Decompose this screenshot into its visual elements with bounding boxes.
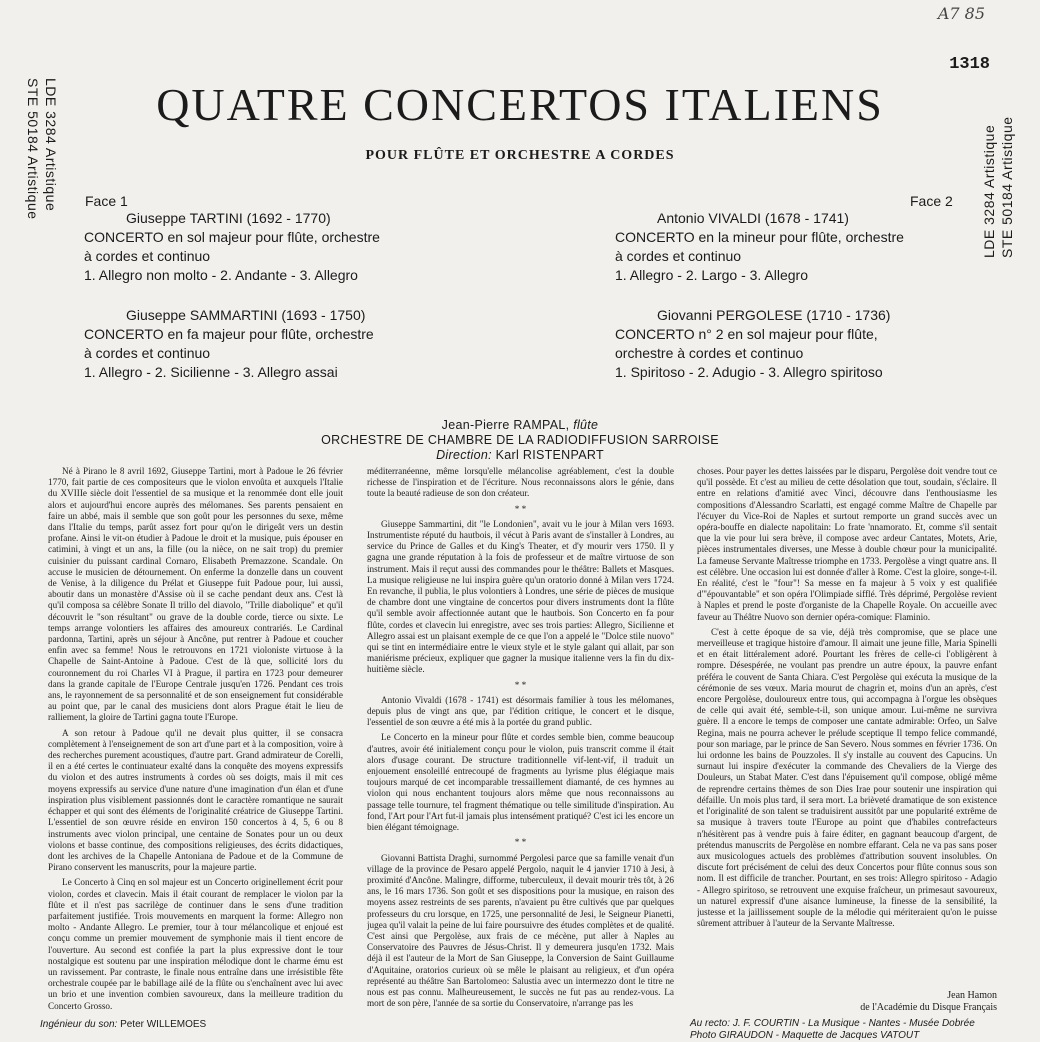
soloist-name: Jean-Pierre RAMPAL, [441,418,570,432]
movements: 1. Spiritoso - 2. Adugio - 3. Allegro spiritoso [615,364,883,380]
liner-notes-column-1 [48,466,343,1011]
work-title-cont: à cordes et continuo [615,248,742,264]
sound-engineer-label: Ingénieur du son: [40,1019,118,1030]
direction-line [0,448,1040,463]
author-affiliation: de l'Académie du Disque Français [860,1002,997,1013]
soloist-role: flûte [573,418,599,432]
face2-label: Face 2 [910,193,953,209]
cover-credits [690,1018,1030,1042]
work-title-cont: orchestre à cordes et continuo [615,345,804,361]
work-title: CONCERTO en sol majeur pour flûte, orchestre [84,229,380,245]
paragraph: Le Concerto à Cinq en sol majeur est un Concerto originellement écrit pour violon, cordes et clavecin. Mais il était courant de remplacer le violon par la flûte et il n'est pas sacrilège de continuer dans le sens d'une tradition parfaitement justifiée. Trois mouvements en marquent la forme: Allegro non molto - Andante Allegro. Le premier, tour à tour mélancolique et enjoué est conçu comme un premier mouvement de symphonie mais il tient encore de l'ouverture. Au second est confiée la part la plus expressive dont le tour nostalgique est soutenu par une inspiration mélodique dont le charme ému est un ravissement. Par contraste, le finale nous entraîne dans une irrésistible fête orchestrale coupée par le babillage ailé de la flûte ou s'enchaînent avec lui avec un brio et une invention combien savoureux, dans la meilleure tradition du Concerto Grosso. [48,877,343,1011]
handwritten-note: A7 85 [937,4,985,23]
conductor-name: Karl RISTENPART [495,448,604,462]
paragraph: A son retour à Padoue qu'il ne devait plus quitter, il se consacra complètement à l'enseignement de son art d'une part et à la composition, voire à des recherches purement acoustiques, d'autre part. Grand admirateur de Corelli, il en a été certes le continuateur exalté dans la conquête des moyens expressifs du violon et des autres instruments à cordes où ses doigts, mais il mit ces moyens expressifs au service d'une nature d'une imagination d'un élan et d'une inspiration plus visiblement passionnés dont le caractère romantique ne saurait échapper et qui sont des éléments de l'originalité créatrice de Giuseppe Tartini. L'essentiel de son œuvre réside en environ 150 concertos à 4, 5, 6 ou 8 instruments avec violon principal, une centaine de Sonates pour un ou deux violons et basse continue, des compositions religieuses, des écrits didactiques, dont les archives de la Chapelle Antoniana de Padoue et de la Commune de Pirano conservent les manuscrits, pour la majeure partie. [48,727,343,873]
cover-art-text: J. F. COURTIN - La Musique - Nantes - Musée Dobrée [732,1018,975,1029]
catalog-number: 1318 [949,55,990,74]
paragraph: Né à Pirano le 8 avril 1692, Giuseppe Tartini, mort à Padoue le 26 février 1770, fait partie de ces compositeurs que le violon envoûta et auxquels l'Italie du XVIIIe siècle doit l'essentiel de sa musique et la renommée dont elle jouit alors et aujourd'hui encore auprès des mélomanes. Ses parents pensaient en faire un abbé, mais il semble que son goût pour les personnes du sexe, même dans l'Italie du temps, parût assez fort pour qu'on le dirigeât vers un destin profane. Ainsi le vit-on étudier à Padoue le droit et la musique, puis épouser en catimini, à vingt et un ans, la fille (ou la nièce, on ne sait trop) du premier cuisinier du puissant cardinal Cornaro, Elisabeth Premazzone. Scandale. On accuse le musicien de détournement. On enferme la donzelle dans un couvent de Venise, à la diligence du Prélat et Giuseppe fuit Padoue pour, lui aussi, aboutir dans un monastère d'Assise où il se cache pendant deux ans. C'est là qu'il composa sa célèbre Sonate Il trillo del diavolo, "Trille diabolique" et qu'il découvrit le "son résultant" ou grave de la double corde, tierce ou sixte. Le temps arrange volontiers les affaires des amoureux contrariés. Le Cardinal pardonna, Tartini, après un séjour à Ancône, put rentrer à Padoue et coucher enfin avec sa femme! Nous le retrouvons en 1721 violoniste virtuose à la Chapelle de Saint-Antoine à Padoue. C'est de là que, sollicité lors du couronnement du roi Charles VI à Prague, il partira en 1723 pour demeurer dans la grande capitale de l'Europe Centrale jusqu'en 1726. Pendant ces trois ans, le rayonnement de sa personnalité et de son enseignement fut considérable au point que, par le canal des musiciens dont alors Prague était le lieu de ralliement, la gloire de Tartini gagna toute l'Europe. [48,466,343,723]
paragraph: Le Concerto en la mineur pour flûte et cordes semble bien, comme beaucoup d'autres, avoir été initialement conçu pour le violon, puis transcrit comme il était alors d'usage courant. De structure traditionnelle vif-lent-vif, il traduit un enjouement ensoleillé entrecoupé de fragments au lyrisme plus élégiaque mais toujours marqué de cet incomparable tressaillement diamanté, de ces hymnes au violon qui nous enchantent toujours alors même que nous reconnaissons au passage telle tournure, tel fragment thématique ou telle similitude d'inspiration. Au fond, l'Art pour l'Art fut-il jamais plus intensément pratiqué? C'est ici les encore un bien élégant témoignage. [367,732,674,833]
photo-label: Photo [690,1030,717,1041]
liner-notes-column-3 [697,466,997,966]
direction-label: Direction: [436,448,492,462]
work-title-cont: à cordes et continuo [84,345,211,361]
face1-work-2 [84,306,524,382]
performers-credits [0,418,1040,463]
work-title: CONCERTO n° 2 en sol majeur pour flûte, [615,326,878,342]
paragraph: C'est à cette époque de sa vie, déjà très compromise, que se place une merveilleuse et tragique histoire d'amour. Il aimait une jeune fille, Maria Spinelli et en était littéralement adoré. Pourtant les frères de celle-ci l'obligèrent à rompre. Désespérée, ne voulant pas prendre un autre époux, la pauvre enfant préféra le couvent de Santa Chiara. C'est Pergolèse qui exécuta la musique de la cérémonie de ses vœux. Maria mourut de chagrin et, moins d'un an après, c'est encore Pergolèse, douloureux entre tous, qui accompagna à l'orgue les obsèques de celle qui avait été, semble-t-il, son unique amour. Lui-même ne survivra guère. Il a encore le temps de composer une cantate admirable: Orfeo, un Salve Regina, mais ne pourra achever le prélude sceptique Il tempo felice commandé, pour son mariage, par le prince de San Severo. Nous sommes en février 1736. On lui ordonne les bains de Pouzzoles. Il s'y installe au couvent des Capucins. Un surnaut lui inspire d'exécuter la commande des Chevaliers de la Vierge des Douleurs, un Stabat Mater. C'est dans l'épuisement qu'il compose, obligé même de reprendre certains thèmes de son Dies Irae pour soutenir une inspiration qui défaille. Un mois plus tard, il sera mort. La brièveté dramatique de son existence et l'originalité de son talent se traduisirent aussitôt par une popularité extrême de sa musique à travers toute l'Europe au point que d'habiles contrefacteurs n'hésitèrent pas à vendre puis à faire éditer, en gagnant beaucoup d'argent, de prétendus manuscrits de Pergolèse en nombre effarant. Cela ne va pas sans poser aux musicologues actuels des problèmes d'attribution souvent insolubles. On discute fort précisément de celui des deux Concertos pour flûte connus sous son nom. Il est difficile de trancher. Pourtant, en ses trois: Allegro spiritoso - Adagio - Allegro spiritoso, se retrouvent une exquise fraîcheur, un primesaut savoureux, un naturel expressif d'une aisance lumineuse, la finesse de la sensibilité, la justesse et la jaillissement souple de la mélodie qui mériteraient qu'on le puisse sûrement attribuer à l'auteur de la Servante Maîtresse. [697,626,997,929]
photo-credit [690,1030,1030,1042]
spine-line-1: LDE 3284 Artistique [43,78,59,212]
album-subtitle: POUR FLÛTE ET ORCHESTRE A CORDES [365,148,675,163]
spine-line-1: LDE 3284 Artistique [981,124,997,258]
cover-art-credit [690,1018,1030,1030]
movements: 1. Allegro non molto - 2. Andante - 3. Allegro [84,267,358,283]
photo-text: GIRAUDON - Maquette de Jacques VATOUT [718,1030,920,1041]
soloist-line [0,418,1040,433]
composer: Antonio VIVALDI (1678 - 1741) [657,210,849,226]
paragraph: Giovanni Battista Draghi, surnommé Pergolesi parce que sa famille venait d'un village de la province de Pesaro appelé Pergolo, naquit le 4 janvier 1710 à Jesi, à proximité d'Ancône. Malingre, difforme, tuberculeux, il devait mourir très tôt, à 26 ans, le 16 mars 1736. Son goût et ses dispositions pour la musique, en raison des moyens assez restreints de ses parents, n'avaient pu être cultivés que par quelques professeurs du cru lorsque, en 1725, une personnalité de Jesi, le Seigneur Pianetti, jugea qu'il valait la peine de lui faire poursuivre des études complètes et de qualité. C'est ainsi que Pergolèse, aux frais de ce mécène, put aller à Naples au Conservatoire des Pauvres de Jésus-Christ. Il y demeurera jusqu'en 1732. Mais déjà il est l'auteur de la Mort de San Giuseppe, la Conversion de Saint Guillaume d'Aquitaine, oratorios curieux où se mêle le plaisant au religieux, et d'un opéra représenté au théâtre San Bartolomeo: Salustia avec un intermezzo dont le titre ne nous est pas connu. Malheureusement, le succès ne fut pas au rendez-vous. La mort de son père, l'année de sa sortie du Conservatoire, n'arrange pas les [367,852,674,1009]
paragraph: choses. Pour payer les dettes laissées par le disparu, Pergolèse doit vendre tout ce qu'il possède. Et c'est au milieu de cette désolation que tout, soudain, s'éclaire. Il entre en relations d'amitié avec Vinci, découvre dans l'enthousiasme les compositions d'Alessandro Scarlatti, est engagé comme Maître de Chapelle par l'écuyer du Vice-Roi de Naples et surtout remporte un grand succès avec un opéra-bouffe en dialecte napolitain: Lo frate 'nnamorato. Et, comme s'il sentait que la vie pour lui sera brève, il compose avec ardeur Cantates, Motets, Arie, pièces instrumentales diverses, une Messe à double chœur pour la municipalité. La fameuse Servante Maîtresse triomphe en 1733. Pergolèse a vingt quatre ans. Il est célèbre. Une occasion lui est donnée d'aller à Rome. C'est la gloire, songe-t-il. En réalité, c'est le "four"! Sa messe en fa majeur à 5 voix y est qualifiée d'"épouvantable" et son opéra l'Olimpiade sifflé. Très déprimé, Pergolèse revient à Naples et prend le poste d'organiste de la Chapelle Royale. On accueille avec faveur au Théâtre Nuovo son dernier opéra-comique: Flaminio. [697,466,997,622]
composer: Giuseppe TARTINI (1692 - 1770) [126,210,331,226]
paragraph: méditerranéenne, même lorsqu'elle mélancolise agréablement, c'est la double richesse de l'inspiration et de l'écriture. Nous reconnaissons alors le génie, dans toute la beauté radieuse de son don créateur. [367,466,674,499]
face2-work-1 [615,209,1015,285]
sound-engineer-name: Peter WILLEMOES [120,1019,207,1030]
spine-line-2: STE 50184 Artistique [25,78,41,220]
spine-line-2: STE 50184 Artistique [999,116,1015,258]
work-title: CONCERTO en la mineur pour flûte, orchestre [615,229,904,245]
author-signature [697,990,997,1014]
paragraph: Antonio Vivaldi (1678 - 1741) est désormais familier à tous les mélomanes, depuis plus de vingt ans que, par l'édition critique, le concert et le disque, l'essentiel de son œuvre a été mis à la portée du grand public. [367,694,674,728]
face2-work-2 [615,306,1015,382]
paragraph: Giuseppe Sammartini, dit "le Londonien", avait vu le jour à Milan vers 1693. Instrumentiste réputé du hautbois, il vécut à Paris avant de s'installer à Londres, au service du Prince de Galles et du King's Theater, et d'y mourir vers 1750. Il y gagna une grande réputation à la fois de professeur et de maître virtuose de son instrument. Mais il reçut aussi des commandes pour le théâtre: Ballets et Masques. La musique religieuse ne lui inspira guère qu'un oratorio donné à Milan vers 1724. En revanche, il publia, le plus volontiers à Londres, une série de pièces de musique de chambre dont une vingtaine de concertos pour divers instruments dont la flûte qu'il semble avoir affectionnée autant que le hautbois. Son Concerto en fa pour flûte, cordes et clavecin lui enregistre, avec ses trois parties: Allegro, Sicilienne et Allegro assai est un plaisant exemple de ce que l'on a appelé le "Dolce stile nuovo" qui se tint en intermédiaire entre le vieux style et le style galant qui allait, par son maniérisme précieux, expliquer que gagner la musique italienne vers la fin du dix-huitième siècle. [367,518,674,675]
face1-label: Face 1 [85,193,128,209]
section-separator: * * [514,503,527,514]
composer: Giovanni PERGOLESE (1710 - 1736) [657,307,891,323]
cover-art-label: Au recto: [690,1018,731,1029]
orchestra-name: ORCHESTRE DE CHAMBRE DE LA RADIODIFFUSION SARROISE [321,433,719,447]
album-title: QUATRE CONCERTOS ITALIENS [156,79,884,130]
face1-work-1 [84,209,524,285]
section-separator: * * [514,679,527,690]
section-separator: * * [514,837,527,848]
composer: Giuseppe SAMMARTINI (1693 - 1750) [126,307,366,323]
movements: 1. Allegro - 2. Sicilienne - 3. Allegro assai [84,364,338,380]
movements: 1. Allegro - 2. Largo - 3. Allegro [615,267,808,283]
sound-engineer-credit [40,1019,206,1030]
author-name: Jean Hamon [947,990,997,1001]
liner-notes-column-2 [367,466,674,1011]
work-title-cont: à cordes et continuo [84,248,211,264]
work-title: CONCERTO en fa majeur pour flûte, orchestre [84,326,374,342]
